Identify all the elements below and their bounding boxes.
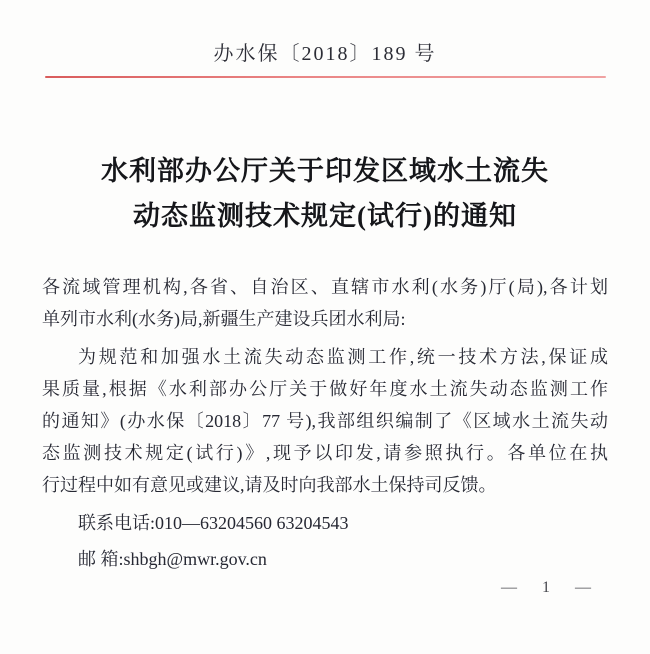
paragraph-line: 的通知》(办水保〔2018〕77 号),我部组织编制了《区域水土流失动: [42, 411, 608, 431]
document-body: [42, 271, 608, 575]
contact-phone-line: 联系电话:010—63204560 63204543: [78, 513, 349, 533]
doc-number: 办水保〔2018〕189 号: [213, 43, 437, 65]
document-title-line1: 水利部办公厅关于印发区域水土流失: [101, 156, 549, 186]
page-number: — 1 —: [501, 579, 598, 596]
contact-email-line: 邮 箱:shbgh@mwr.gov.cn: [78, 549, 267, 569]
main-paragraph: [42, 341, 608, 501]
document-title-line2: 动态监测技术规定(试行)的通知: [133, 201, 517, 231]
paragraph-line: 态监测技术规定(试行)》,现予以印发,请参照执行。各单位在执: [42, 443, 608, 463]
salutation-line: 各流域管理机构,各省、自治区、直辖市水利(水务)厅(局),各计划: [42, 277, 608, 297]
document-title: [0, 149, 650, 239]
paragraph-line: 果质量,根据《水利部办公厅关于做好年度水土流失动态监测工作: [42, 379, 608, 399]
red-divider-line: [45, 76, 606, 78]
salutation-line: 单列市水利(水务)局,新疆生产建设兵团水利局:: [42, 309, 406, 329]
paragraph-line: 为规范和加强水土流失动态监测工作,统一技术方法,保证成: [78, 347, 608, 367]
paragraph-line: 行过程中如有意见或建议,请及时向我部水土保持司反馈。: [42, 475, 497, 495]
